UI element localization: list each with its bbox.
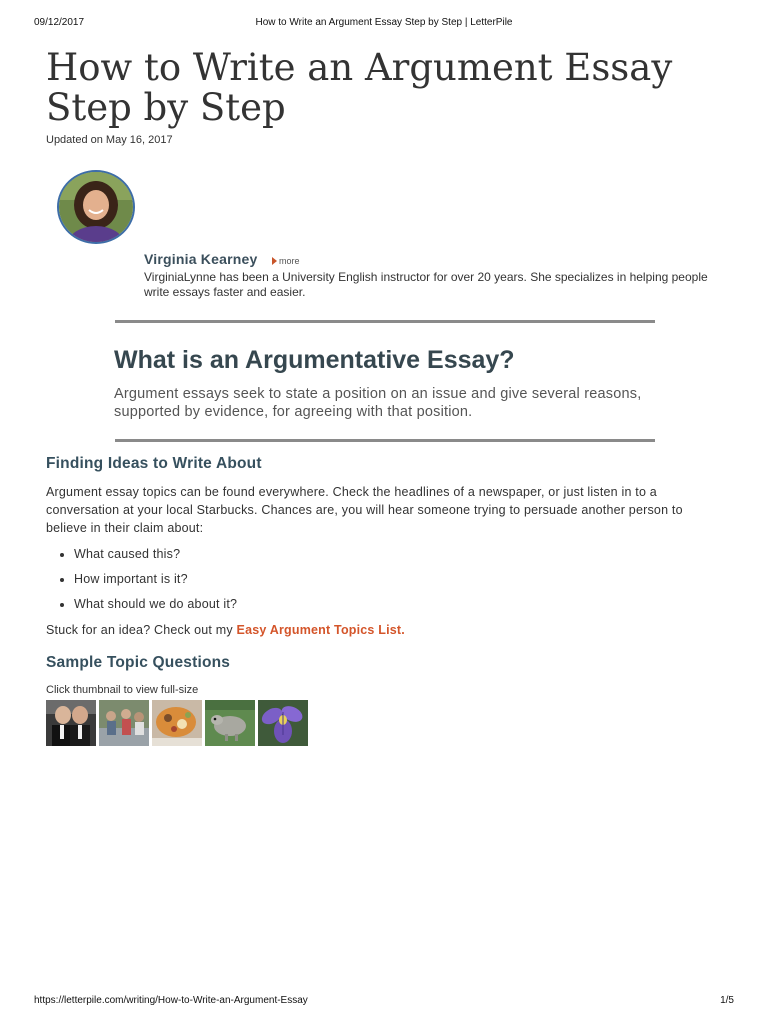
callout-title: What is an Argumentative Essay? — [114, 346, 515, 374]
callout-text: Argument essays seek to state a position on an issue and give several reasons, supported by evidence, for agreeing with that position. — [114, 386, 642, 420]
caret-right-icon — [272, 257, 277, 265]
author-name[interactable]: Virginia Kearney — [144, 251, 258, 267]
thumbnail-5[interactable] — [258, 700, 308, 746]
stuck-text: Stuck for an idea? Check out my — [46, 623, 237, 637]
print-footer — [34, 995, 734, 1007]
thumbnail-image — [205, 700, 255, 746]
thumbnail-image — [152, 700, 202, 746]
list-item: • How important is it? — [74, 570, 237, 595]
thumbnail-image — [99, 700, 149, 746]
article-title: How to Write an Argument Essay Step by Step — [46, 46, 673, 129]
author-avatar[interactable] — [57, 170, 135, 244]
list-item: • What should we do about it? — [74, 595, 237, 620]
thumbnail-image — [258, 700, 308, 746]
author-more-link[interactable] — [272, 256, 300, 266]
page-url: https://letterpile.com/writing/How-to-Write-an-Argument-Essay — [34, 995, 308, 1006]
author-photo — [59, 172, 133, 242]
callout-top-divider — [115, 320, 655, 323]
thumbnail-caption: Click thumbnail to view full-size — [46, 684, 199, 696]
more-label: more — [279, 256, 300, 266]
thumbnail-strip — [46, 700, 308, 746]
print-header — [34, 17, 734, 29]
list-item: • What caused this? — [74, 545, 237, 570]
thumbnail-3[interactable] — [152, 700, 202, 746]
thumbnail-image — [46, 700, 96, 746]
question-list — [46, 545, 237, 620]
author-bio: VirginiaLynne has been a University English instructor for over 20 years. She specializes in helping people write essays faster and easier. — [144, 270, 708, 299]
callout-bottom-divider — [115, 439, 655, 442]
sample-topics-heading: Sample Topic Questions — [46, 654, 231, 671]
print-date: 09/12/2017 — [34, 17, 85, 28]
thumbnail-1[interactable] — [46, 700, 96, 746]
updated-date: Updated on May 16, 2017 — [46, 134, 173, 146]
easy-topics-link[interactable]: Easy Argument Topics List. — [236, 623, 405, 637]
print-document-title: How to Write an Argument Essay Step by Step | LetterPile — [255, 17, 513, 28]
page-number: 1/5 — [720, 995, 734, 1006]
finding-ideas-paragraph: Argument essay topics can be found everywhere. Check the headlines of a newspaper, or just listen in to a conversation at your local Starbucks. Chances are, you will hear someone trying to persuade another person to believe in their claim about: — [46, 485, 683, 535]
stuck-line — [46, 623, 405, 637]
thumbnail-2[interactable] — [99, 700, 149, 746]
finding-ideas-heading: Finding Ideas to Write About — [46, 455, 262, 472]
thumbnail-4[interactable] — [205, 700, 255, 746]
